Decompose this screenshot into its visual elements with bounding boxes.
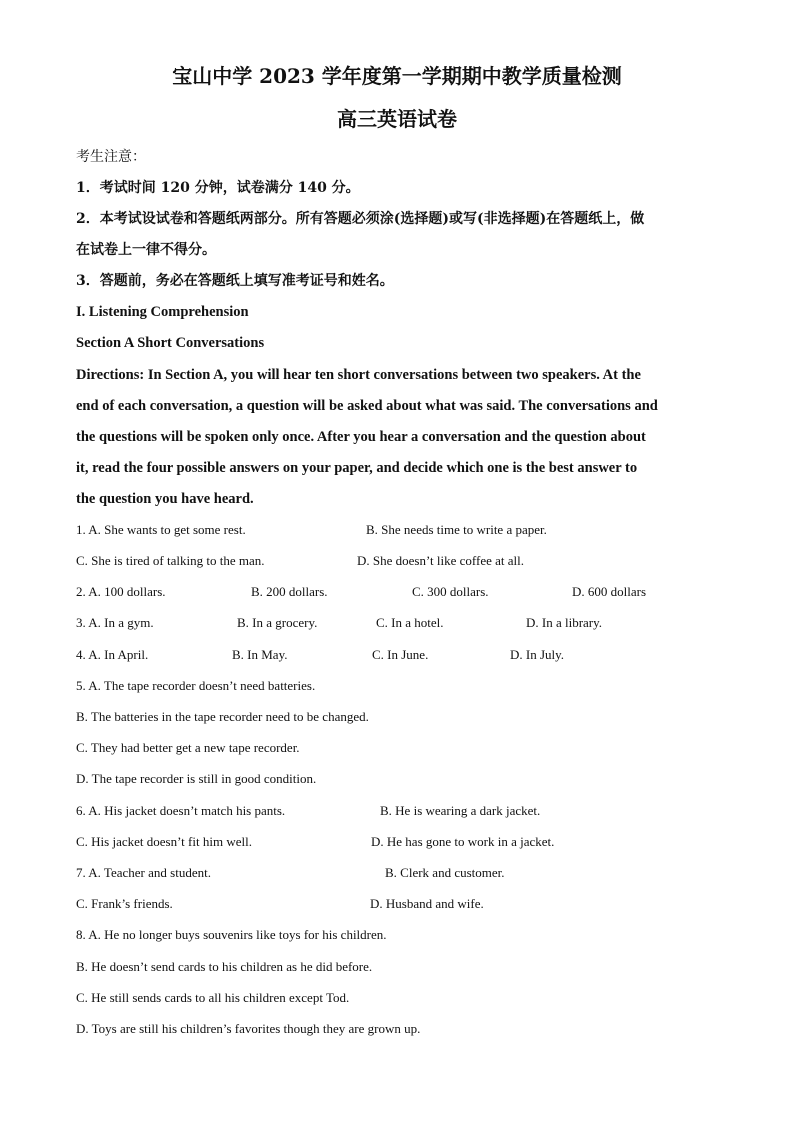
q4-option-b: B. In May. xyxy=(232,647,288,662)
q6-option-d: D. He has gone to work in a jacket. xyxy=(371,834,555,849)
directions-line: end of each conversation, a question will be asked about what was said. The conversations and xyxy=(76,398,658,414)
q1-option-d: D. She doesn’t like coffee at all. xyxy=(357,553,525,568)
directions-line: Directions: In Section A, you will hear ten short conversations between two speakers. At the xyxy=(76,367,641,383)
q7-option-c: C. Frank’s friends. xyxy=(76,896,173,911)
q3-option-b: B. In a grocery. xyxy=(237,615,318,630)
q7-option-a: 7. A. Teacher and student. xyxy=(76,865,211,880)
q1-option-c: C. She is tired of talking to the man. xyxy=(76,553,265,568)
notice-item-1: 1．考试时间 120 分钟，试卷满分 140 分。 xyxy=(76,180,360,196)
q6-option-a: 6. A. His jacket doesn’t match his pants. xyxy=(76,803,286,818)
q5-option-b: B. The batteries in the tape recorder need to be changed. xyxy=(76,709,369,724)
q8-option-b: B. He doesn’t send cards to his children as he did before. xyxy=(76,959,373,974)
q5-option-d: D. The tape recorder is still in good condition. xyxy=(76,771,317,786)
q4-option-c: C. In June. xyxy=(372,647,429,662)
q4-option-d: D. In July. xyxy=(510,647,565,662)
q3-option-a: 3. A. In a gym. xyxy=(76,615,154,630)
q2-option-a: 2. A. 100 dollars. xyxy=(76,584,166,599)
directions-line: the question you have heard. xyxy=(76,491,254,507)
part-heading: I. Listening Comprehension xyxy=(76,304,249,320)
q4-option-a: 4. A. In April. xyxy=(76,647,149,662)
exam-title: 宝山中学 2023 学年度第一学期期中教学质量检测 xyxy=(172,64,622,88)
q5-option-c: C. They had better get a new tape recorder. xyxy=(76,740,300,755)
notice-item-2-line-2: 在试卷上一律不得分。 xyxy=(76,242,216,258)
q3-option-d: D. In a library. xyxy=(526,615,603,630)
q6-option-b: B. He is wearing a dark jacket. xyxy=(380,803,541,818)
q1-option-b: B. She needs time to write a paper. xyxy=(366,522,547,537)
q5-option-a: 5. A. The tape recorder doesn’t need batteries. xyxy=(76,678,316,693)
directions-line: the questions will be spoken only once. After you hear a conversation and the question about xyxy=(76,429,646,445)
q1-option-a: 1. A. She wants to get some rest. xyxy=(76,522,246,537)
q7-option-b: B. Clerk and customer. xyxy=(385,865,505,880)
q3-option-c: C. In a hotel. xyxy=(376,615,444,630)
exam-subtitle: 高三英语试卷 xyxy=(337,107,457,131)
q8-option-c: C. He still sends cards to all his children except Tod. xyxy=(76,990,350,1005)
q7-option-d: D. Husband and wife. xyxy=(370,896,484,911)
notice-item-3: 3．答题前，务必在答题纸上填写准考证号和姓名。 xyxy=(76,273,394,289)
q8-option-a: 8. A. He no longer buys souvenirs like toys for his children. xyxy=(76,927,387,942)
q8-option-d: D. Toys are still his children’s favorites though they are grown up. xyxy=(76,1021,421,1036)
q2-option-c: C. 300 dollars. xyxy=(412,584,489,599)
notice-item-2-line-1: 2．本考试设试卷和答题纸两部分。所有答题必须涂(选择题)或写(非选择题)在答题纸上，做 xyxy=(76,211,645,227)
q2-option-d: D. 600 dollars xyxy=(572,584,647,599)
q2-option-b: B. 200 dollars. xyxy=(251,584,328,599)
directions-line: it, read the four possible answers on your paper, and decide which one is the best answer to xyxy=(76,460,638,476)
section-heading: Section A Short Conversations xyxy=(76,335,265,351)
q6-option-c: C. His jacket doesn’t fit him well. xyxy=(76,834,252,849)
notice-heading: 考生注意： xyxy=(76,149,146,165)
